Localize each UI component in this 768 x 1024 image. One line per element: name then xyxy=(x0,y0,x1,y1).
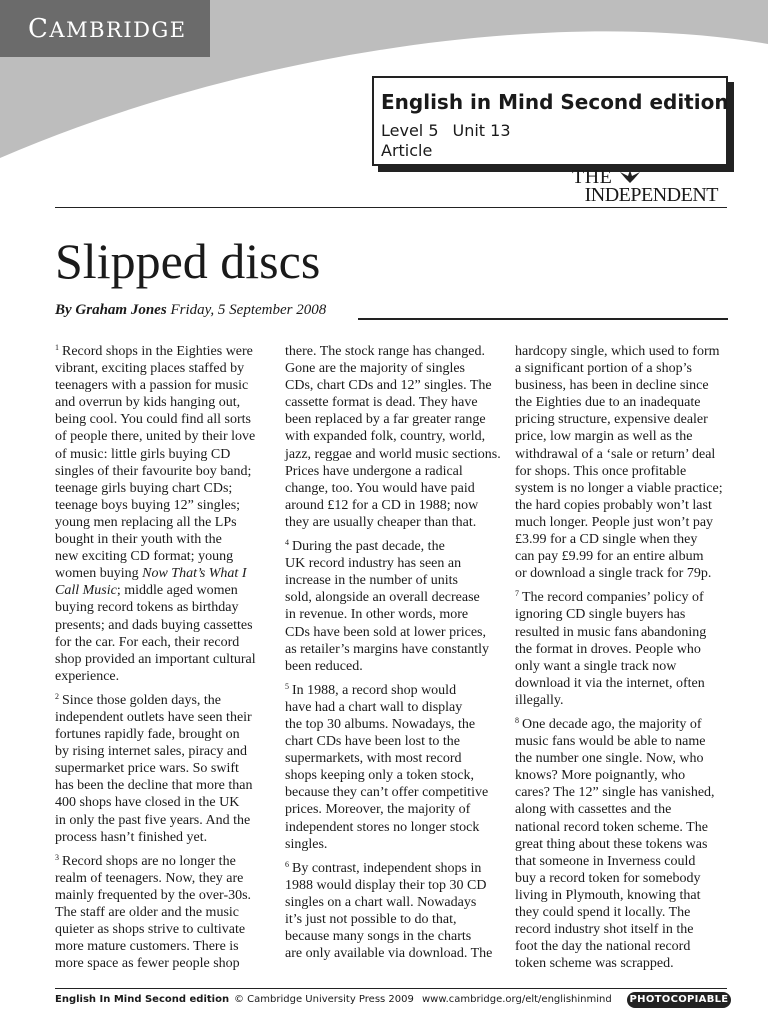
text-line: have had a chart wall to display xyxy=(285,699,463,715)
text-line: hardcopy single, which used to form xyxy=(515,344,720,359)
text-line: system is no longer a viable practice; xyxy=(515,480,723,496)
article-paragraph xyxy=(285,682,503,853)
text-line: realm of teenagers. Now, they are xyxy=(55,870,244,886)
article-paragraph xyxy=(515,343,733,582)
text-line: the format in droves. People who xyxy=(515,641,701,657)
text-line: $^4$ During the past decade, the xyxy=(285,538,445,555)
article-paragraph xyxy=(55,692,273,846)
text-line: illegally. xyxy=(515,692,564,708)
paragraph-number: 2 xyxy=(55,691,59,701)
text-line: young men replacing all the LPs xyxy=(55,514,237,530)
paragraph-number: 5 xyxy=(285,681,289,691)
text-line: music fans would be able to name xyxy=(515,734,706,750)
text-line: teenage boys buying 12” singles; xyxy=(55,497,241,513)
text-line: new exciting CD format; young xyxy=(55,549,234,565)
unit-label: Unit 13 xyxy=(452,121,511,140)
text-line: that someone in Inverness could xyxy=(515,853,696,869)
text-line: with expanded folk, country, world, xyxy=(285,429,486,445)
text-line: vibrant, exciting places staffed by xyxy=(55,361,245,377)
text-line: shop provided an important cultural xyxy=(55,651,256,667)
text-line: business, has been in decline since xyxy=(515,378,709,394)
article-paragraph xyxy=(515,589,733,709)
text-line: the number one single. Now, who xyxy=(515,751,704,767)
text-line: The staff are older and the music xyxy=(55,905,240,920)
text-line: cassette format is dead. They have xyxy=(285,395,478,411)
paragraph-number: 3 xyxy=(55,852,59,862)
text-line: much longer. People just won’t pay xyxy=(515,514,714,530)
course-info-box xyxy=(372,76,728,166)
level-label: Level 5 xyxy=(381,121,439,140)
text-line: change, too. You would have paid xyxy=(285,480,475,496)
article-paragraph xyxy=(285,538,503,675)
text-line: teenage girls buying chart CDs; xyxy=(55,480,233,496)
logo-the: THE xyxy=(572,166,613,188)
text-line: resulted in music fans abandoning xyxy=(515,624,707,640)
text-line: $^2$ Since those golden days, the xyxy=(55,691,222,708)
text-line: foot the day the national record xyxy=(515,939,691,955)
text-line: $^3$ Record shops are no longer the xyxy=(55,852,236,869)
text-line: for shops. This once profitable xyxy=(515,463,687,479)
text-line: by rising internet sales, piracy and xyxy=(55,744,248,760)
text-line: download it via the internet, often xyxy=(515,675,705,691)
text-line: $^8$ One decade ago, the majority of xyxy=(515,715,702,732)
text-line: can pay £9.99 for an entire album xyxy=(515,549,704,565)
text-line: $^6$ By contrast, independent shops in xyxy=(285,859,482,876)
paragraph-number: 7 xyxy=(515,589,519,599)
footer-divider xyxy=(55,988,727,989)
article-paragraph xyxy=(55,343,273,685)
article-title: Slipped discs xyxy=(55,233,321,289)
text-line: presents; and dads buying cassettes xyxy=(55,617,253,633)
material-type: Article xyxy=(381,141,433,160)
text-line: 400 shops have closed in the UK xyxy=(55,795,240,811)
course-level-unit xyxy=(381,121,511,140)
text-line: around £12 for a CD in 1988; now xyxy=(285,497,479,513)
album-title: Call Music xyxy=(55,583,117,599)
text-line: mainly frequented by the over-30s. xyxy=(55,887,252,903)
text-line: record industry shot itself in the xyxy=(515,922,694,938)
text-line: knows? More poignantly, who xyxy=(515,768,686,784)
text-line: in revenue. In other words, more xyxy=(285,607,469,623)
eagle-icon xyxy=(618,168,642,184)
text-line: they could spend it locally. The xyxy=(515,905,691,920)
text-line: they are usually cheaper than that. xyxy=(285,514,477,530)
publish-date: Friday, 5 September 2008 xyxy=(166,302,327,318)
text-line: there. The stock range has changed. xyxy=(285,344,485,359)
text-line: buy a record token for somebody xyxy=(515,870,701,886)
text-line: only want a single track now xyxy=(515,658,677,674)
text-line: CDs, chart CDs and 12” singles. The xyxy=(285,378,492,394)
text-line: because they can’t offer competitive xyxy=(285,785,489,801)
text-line: 1988 would display their top 30 CD xyxy=(285,877,487,893)
text-line: cares? The 12” single has vanished, xyxy=(515,785,715,801)
text-line: $^7$ The record companies’ policy of xyxy=(515,589,704,606)
text-line: more space as fewer people shop xyxy=(55,956,240,972)
text-line: $^1$ Record shops in the Eighties were xyxy=(55,343,253,359)
text-line: increase in the number of units xyxy=(285,573,459,589)
text-line: has been the decline that more than xyxy=(55,778,253,794)
text-line: for the car. For each, their record xyxy=(55,634,240,650)
text-line: and overrun by kids hanging out, xyxy=(55,395,241,411)
text-line: sold, alongside an overall decrease xyxy=(285,590,480,606)
article-paragraph xyxy=(285,343,503,531)
text-line: Call Music; middle aged women xyxy=(55,583,238,599)
text-line: withdrawal of a ‘sale or return’ deal xyxy=(515,446,716,462)
text-line: singles on a chart wall. Nowadays xyxy=(285,894,477,910)
article-paragraph xyxy=(285,860,503,963)
text-line: the Eighties due to an inadequate xyxy=(515,395,701,411)
newspaper-logo xyxy=(570,168,718,204)
article-column-1 xyxy=(55,343,273,979)
text-line: UK record industry has seen an xyxy=(285,556,462,572)
text-line: chart CDs have been lost to the xyxy=(285,734,460,750)
paragraph-number: 4 xyxy=(285,538,289,548)
logo-independent: INDEPENDENT xyxy=(584,184,718,206)
text-line: been reduced. xyxy=(285,658,363,674)
text-line: women buying Now That’s What I xyxy=(55,566,247,582)
text-line: along with cassettes and the xyxy=(515,802,672,818)
text-line: $^5$ In 1988, a record shop would xyxy=(285,681,457,698)
text-line: CDs have been sold at lower prices, xyxy=(285,624,486,640)
text-line: fortunes rapidly fade, brought on xyxy=(55,727,240,743)
text-line: or download a single track for 79p. xyxy=(515,566,712,582)
header-divider xyxy=(55,207,727,208)
text-line: supermarket price wars. So swift xyxy=(55,761,239,777)
text-line: experience. xyxy=(55,668,120,684)
text-line: Prices have undergone a radical xyxy=(285,463,463,479)
article-column-2 xyxy=(285,343,503,969)
text-line: of music: little girls buying CD xyxy=(55,446,231,462)
text-line: shops keeping only a token stock, xyxy=(285,768,474,784)
text-line: independent outlets have seen their xyxy=(55,709,252,725)
text-line: £3.99 for a CD single when they xyxy=(515,532,698,548)
footer-edition: English In Mind Second edition xyxy=(55,994,230,1005)
album-title: Now That’s What I xyxy=(142,566,247,582)
byline xyxy=(55,302,326,319)
text-line: independent stores no longer stock xyxy=(285,819,480,835)
text-line: it’s just not possible to do that, xyxy=(285,912,457,927)
text-line: of people there, united by their love xyxy=(55,429,256,445)
text-line: been replaced by a far greater range xyxy=(285,412,486,428)
text-line: Gone are the majority of singles xyxy=(285,361,466,377)
footer-copyright: © Cambridge University Press 2009 xyxy=(234,994,414,1005)
article-column-3 xyxy=(515,343,733,979)
text-line: living in Plymouth, knowing that xyxy=(515,887,701,903)
text-line: being cool. You could find all sorts xyxy=(55,412,251,428)
course-title: English in Mind Second edition xyxy=(381,90,729,114)
text-line: price, low margin as well as the xyxy=(515,429,693,445)
paragraph-number: 1 xyxy=(55,343,59,352)
text-line: are only available via download. The xyxy=(285,946,493,962)
text-line: the hard copies probably won’t last xyxy=(515,497,712,513)
text-line: jazz, reggae and world music sections. xyxy=(285,446,501,462)
article-paragraph xyxy=(55,853,273,973)
text-line: supermarkets, with most record xyxy=(285,751,462,767)
photocopiable-badge: PHOTOCOPIABLE xyxy=(627,992,731,1008)
text-line: singles. xyxy=(285,836,328,852)
text-line: in only the past five years. And the xyxy=(55,812,251,828)
footer-url[interactable]: www.cambridge.org/elt/englishinmind xyxy=(422,994,612,1005)
text-line: because many songs in the charts xyxy=(285,929,472,945)
text-line: token scheme was scrapped. xyxy=(515,956,674,972)
text-line: quieter as shops strive to cultivate xyxy=(55,922,246,938)
text-line: great thing about these tokens was xyxy=(515,836,708,852)
text-line: more mature customers. There is xyxy=(55,939,239,955)
text-line: teenagers with a passion for music xyxy=(55,378,249,394)
text-line: prices. Moreover, the majority of xyxy=(285,802,471,818)
article-paragraph xyxy=(515,716,733,972)
text-line: pricing structure, expensive dealer xyxy=(515,412,708,428)
author: By Graham Jones xyxy=(55,302,167,318)
text-line: process hasn’t finished yet. xyxy=(55,829,208,845)
text-line: ignoring CD single buyers has xyxy=(515,607,686,623)
text-line: as retailer’s margins have constantly xyxy=(285,641,489,657)
text-line: bought in their youth with the xyxy=(55,532,222,548)
byline-divider xyxy=(358,318,728,320)
text-line: singles of their favourite boy band; xyxy=(55,463,252,479)
paragraph-number: 8 xyxy=(515,715,519,725)
publisher-logo: CAMBRIDGE xyxy=(28,14,187,44)
text-line: buying record tokens as birthday xyxy=(55,600,239,616)
text-line: the top 30 albums. Nowadays, the xyxy=(285,716,476,732)
text-line: a significant portion of a shop’s xyxy=(515,361,692,377)
paragraph-number: 6 xyxy=(285,859,289,869)
text-line: national record token scheme. The xyxy=(515,819,708,835)
